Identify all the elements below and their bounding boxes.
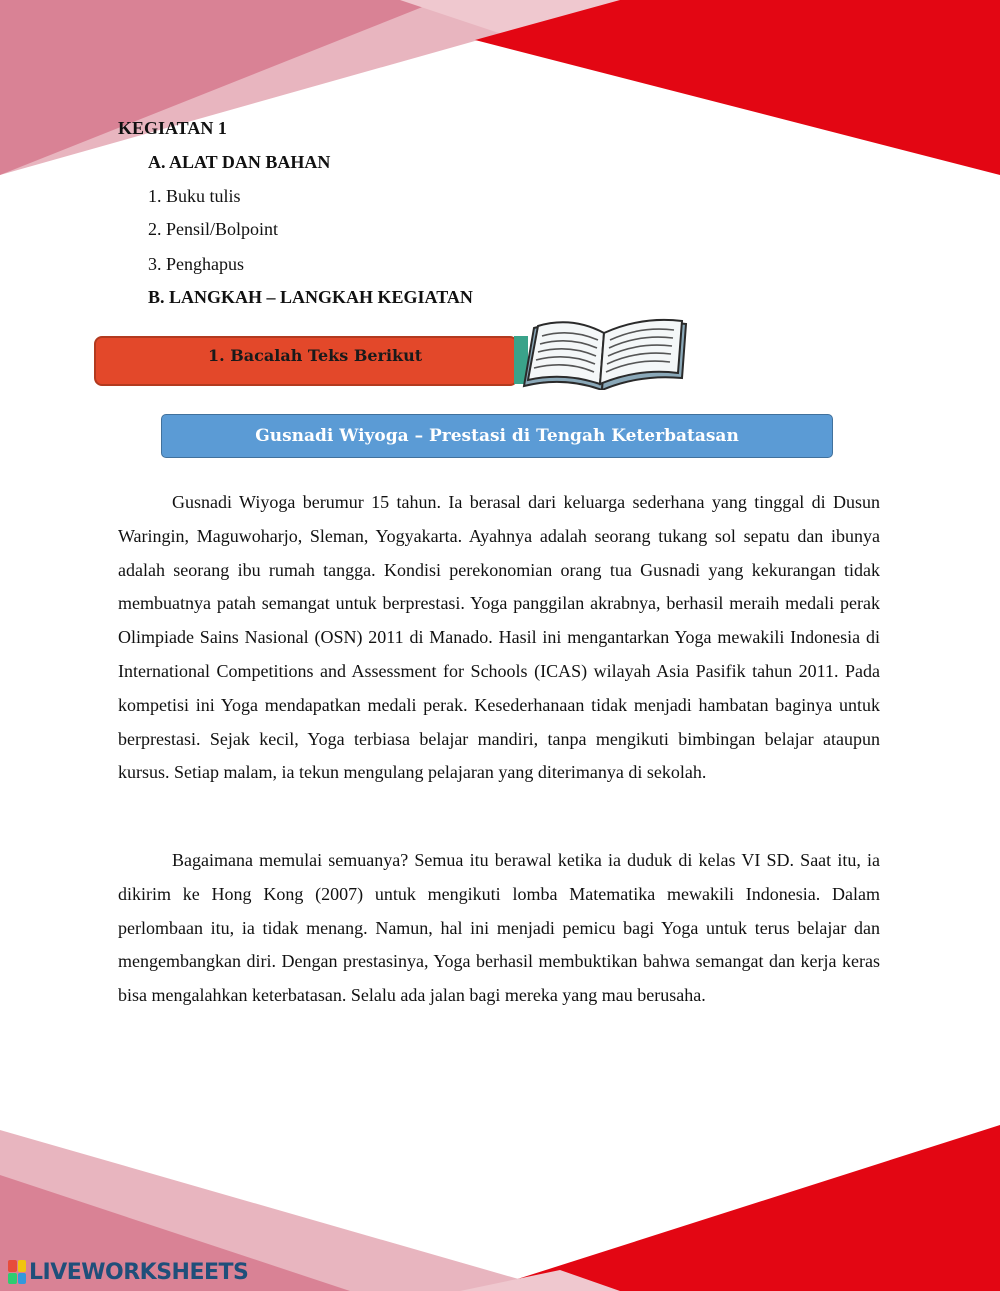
list-item: 1. Buku tulis xyxy=(148,186,241,206)
open-book-icon xyxy=(514,316,694,390)
section-a-heading: A. ALAT DAN BAHAN xyxy=(148,152,331,172)
logo-text: LIVEWORKSHEETS xyxy=(29,1259,249,1285)
list-item: 2. Pensil/Bolpoint xyxy=(148,219,279,239)
section-b-heading: B. LANGKAH – LANGKAH KEGIATAN xyxy=(148,287,473,307)
story-title-box xyxy=(161,414,833,458)
instruction-banner-label: 1. Bacalah Teks Berikut xyxy=(208,346,423,365)
story-title: Gusnadi Wiyoga – Prestasi di Tengah Keterbatasan xyxy=(255,426,739,446)
logo-badge-icon xyxy=(8,1260,26,1284)
list-item: 3. Penghapus xyxy=(148,254,244,274)
story-paragraph-2: Bagaimana memulai semuanya? Semua itu berawal ketika ia duduk di kelas VI SD. Saat itu, ia dikirim ke Hong Kong (2007) untuk mengikuti lomba Matematika mewakili Indonesia. Dalam perlombaan itu, ia tidak menang. Namun, hal ini menjadi pemicu bagi Yoga untuk terus belajar dan mengembangkan diri. Dengan prestasinya, Yoga berhasil membuktikan bahwa semangat dan kerja keras bisa mengalahkan keterbatasan. Selalu ada jalan bagi mereka yang mau berusaha. xyxy=(118,850,880,1006)
activity-title: KEGIATAN 1 xyxy=(118,118,227,138)
top-decoration xyxy=(0,0,1000,175)
story-paragraph-1: Gusnadi Wiyoga berumur 15 tahun. Ia berasal dari keluarga sederhana yang tinggal di Dusun Waringin, Maguwoharjo, Sleman, Yogyakarta. Ayahnya adalah seorang tukang sol sepatu dan ibunya adalah seorang ibu rumah tangga. Kondisi perekonomian orang tua Gusnadi yang kekurangan tidak membuatnya patah semangat untuk berprestasi. Yoga panggilan akrabnya, berhasil meraih medali perak Olimpiade Sains Nasional (OSN) 2011 di Manado. Hasil ini mengantarkan Yoga mewakili Indonesia di International Competitions and Assessment for Schools (ICAS) wilayah Asia Pasifik tahun 2011. Pada kompetisi ini Yoga mendapatkan medali perak. Kesederhanaan tidak menjadi hambatan baginya untuk berprestasi. Sejak kecil, Yoga terbiasa belajar mandiri, tanpa mengikuti bimbingan belajar ataupun kursus. Setiap malam, ia tekun mengulang pelajaran yang diterimanya di sekolah. xyxy=(118,492,880,783)
liveworksheets-logo xyxy=(8,1258,248,1286)
